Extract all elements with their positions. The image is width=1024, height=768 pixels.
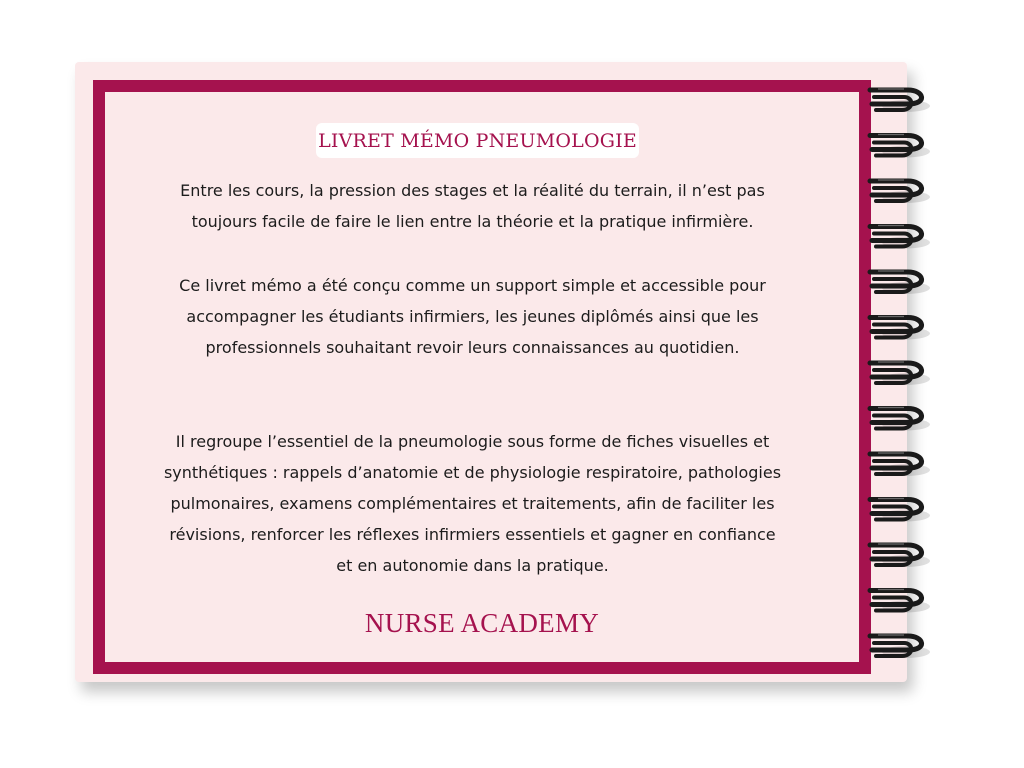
title-badge <box>316 123 639 158</box>
spiral-ring <box>870 453 930 476</box>
spiral-ring <box>870 544 930 567</box>
spiral-ring <box>870 317 930 340</box>
spiral-ring <box>870 499 930 522</box>
spiral-ring <box>870 635 930 658</box>
spiral-ring <box>870 226 930 249</box>
content-paragraph: Il regroupe l’essentiel de la pneumologie sous forme de fiches visuelles et synthétiques : rappels d’anatomie et de physiologie respiratoire, pathologies pulmonaires, examens complémentaires et traitements, afin de faciliter les révisions, renforcer les réflexes infirmiers essentiels et gagner en confiance et en autonomie dans la pratique. <box>163 432 782 575</box>
spiral-ring <box>870 408 930 431</box>
spiral-ring <box>870 135 930 158</box>
spiral-ring <box>870 590 930 613</box>
purpose-paragraph: Ce livret mémo a été conçu comme un support simple et accessible pour accompagner les étudiants infirmiers, les jeunes diplômés ainsi que les professionnels souhaitant revoir leurs connaissances au quotidien. <box>179 276 766 357</box>
content-frame <box>93 80 871 674</box>
spiral-ring <box>870 89 930 112</box>
spiral-ring <box>870 362 930 385</box>
brand-name: NURSE ACADEMY <box>364 608 600 638</box>
intro-paragraph: Entre les cours, la pression des stages et la réalité du terrain, il n’est pas toujours facile de faire le lien entre la théorie et la pratique infirmière. <box>180 181 765 231</box>
spiral-binding <box>864 78 940 668</box>
spiral-ring <box>870 271 930 294</box>
spiral-ring <box>870 180 930 203</box>
page-title: LIVRET MÉMO PNEUMOLOGIE <box>318 129 637 152</box>
